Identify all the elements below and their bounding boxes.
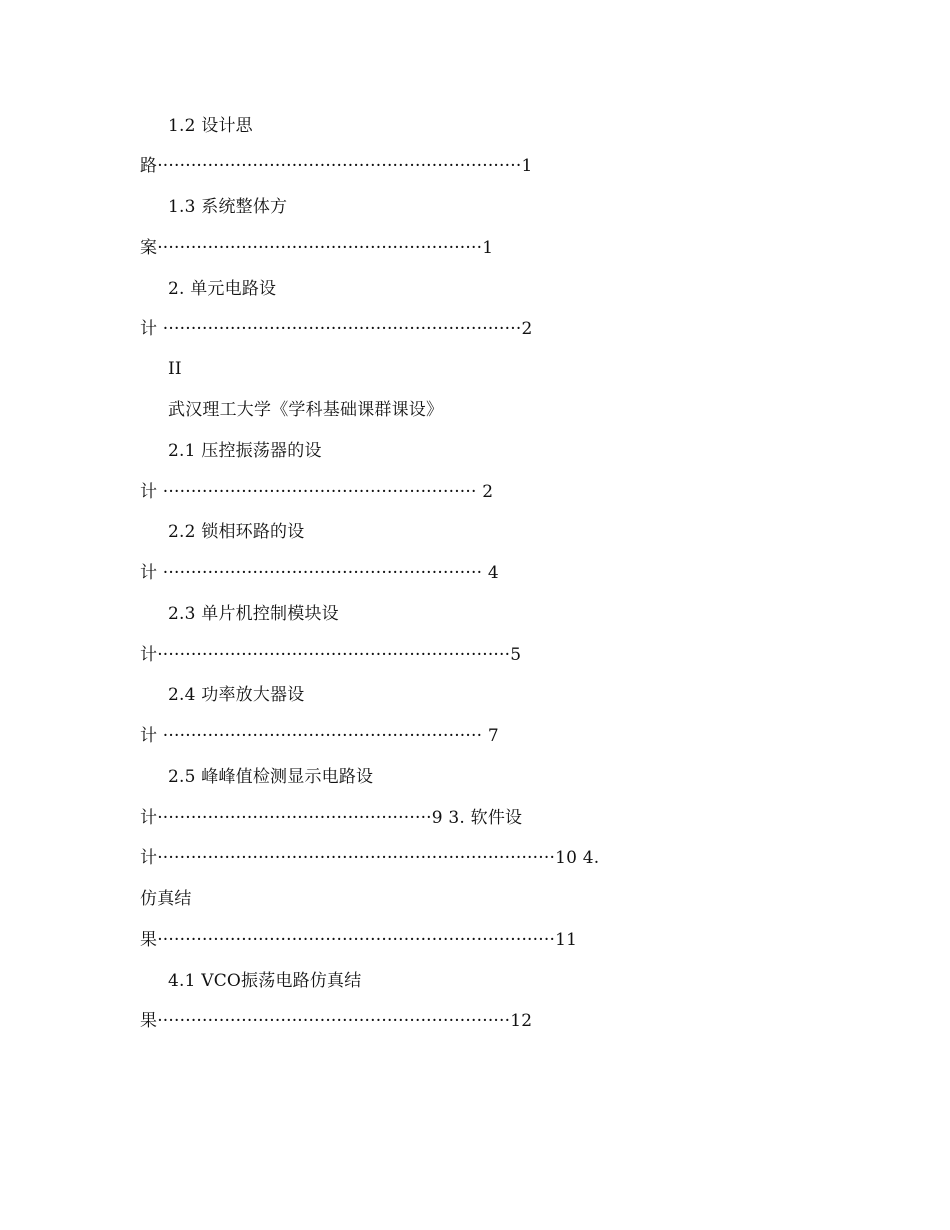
toc-heading-1-3: 1.3 系统整体方: [168, 197, 288, 217]
toc-leader-3: 计·······································································10 4.: [140, 848, 600, 868]
toc-leader-1-3: 案··························································1: [140, 238, 494, 258]
toc-heading-2-2: 2.2 锁相环路的设: [168, 522, 305, 542]
toc-heading-2-3: 2.3 单片机控制模块设: [168, 604, 339, 624]
toc-heading-2-5: 2.5 峰峰值检测显示电路设: [168, 767, 374, 787]
toc-leader-2-4: 计 ························································· 7: [140, 726, 499, 746]
toc-heading-4-1: 4.1 VCO振荡电路仿真结: [168, 971, 362, 991]
toc-leader-2-1: 计 ························································ 2: [140, 482, 494, 502]
toc-heading-4: 仿真结: [140, 889, 192, 909]
toc-leader-2-2: 计 ························································· 4: [140, 563, 499, 583]
toc-leader-1-2: 路·································································1: [140, 156, 533, 176]
toc-leader-2: 计 ································································2: [140, 319, 533, 339]
toc-heading-2: 2. 单元电路设: [168, 279, 277, 299]
toc-heading-1-2: 1.2 设计思: [168, 116, 253, 136]
toc-heading-2-4: 2.4 功率放大器设: [168, 685, 305, 705]
toc-leader-4-1: 果·······························································12: [140, 1011, 533, 1031]
toc-leader-2-3: 计·······························································5: [140, 645, 522, 665]
toc-heading-2-1: 2.1 压控振荡器的设: [168, 441, 322, 461]
page-number-roman: II: [168, 359, 182, 379]
toc-leader-4: 果·······································································11: [140, 930, 578, 950]
running-header: 武汉理工大学《学科基础课群课设》: [168, 400, 444, 420]
toc-leader-2-5: 计·················································9 3. 软件设: [140, 808, 523, 828]
